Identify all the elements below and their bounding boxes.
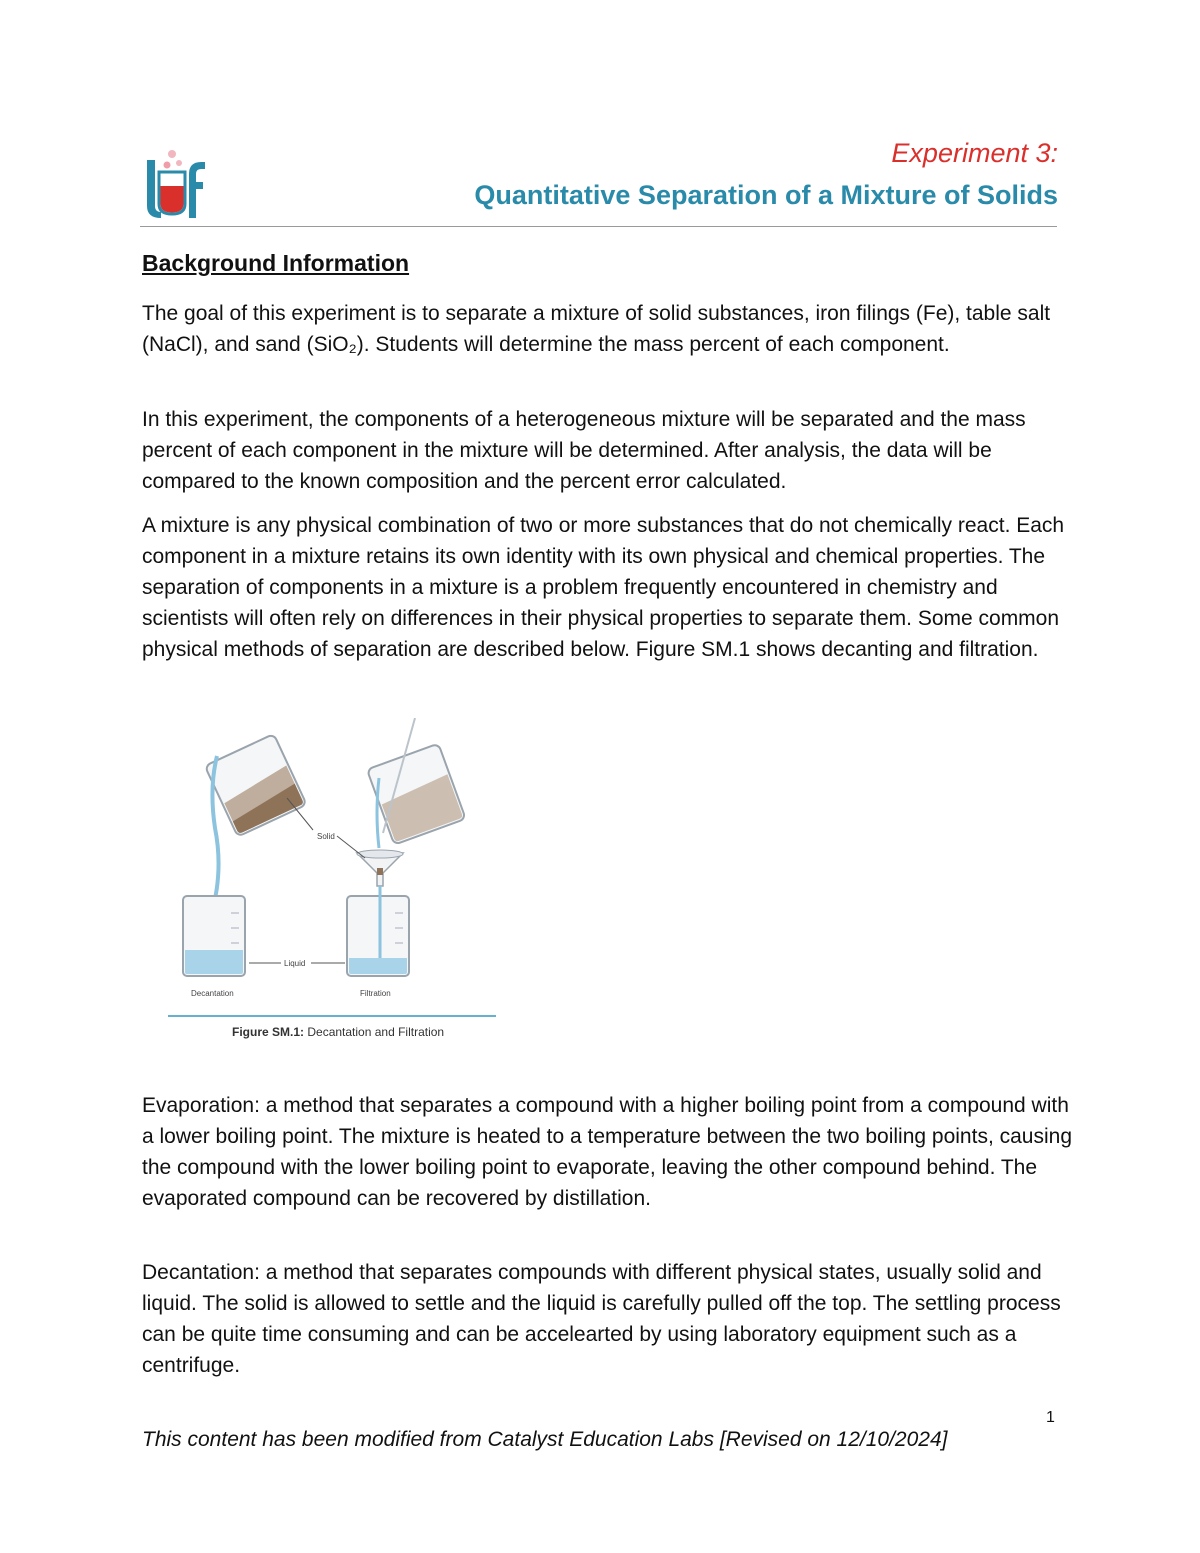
figure-label-solid: Solid [317,832,335,841]
paragraph-mixture: A mixture is any physical combination of two or more substances that do not chemically react. Each component in a mixture retains its own identity with its own physical and chemical properties. The separation of components in a mixture is a problem frequently encountered in chemistry and scientists will often rely on differences in their physical properties to separate them. Some common physical methods of separation are described below. Figure SM.1 shows decanting and filtration. [142,514,1065,661]
pouring-beaker-left [205,734,307,837]
pouring-beaker-right [367,744,466,845]
receiving-beaker-left [183,896,245,976]
figure-caption [232,1025,444,1039]
experiment-title: Quantitative Separation of a Mixture of Solids [474,180,1058,210]
decantation-filtration-figure [165,718,500,1048]
lab-beaker-logo-icon [143,148,207,220]
page-number: 1 [1046,1409,1055,1426]
receiving-beaker-right [347,886,409,976]
paragraph-overview: In this experiment, the components of a heterogeneous mixture will be separated and the mass percent of each component in the mixture will be determined. After analysis, the data will be compared to the known composition and the percent error calculated. [142,408,1026,493]
header-divider [140,226,1057,227]
section-heading: Background Information [142,250,410,276]
footer-note: This content has been modified from Catalyst Education Labs [Revised on 12/10/2024] [142,1428,948,1451]
paragraph-evaporation: Evaporation: a method that separates a compound with a higher boiling point from a compound with a lower boiling point. The mixture is heated to a temperature between the two boiling points, causing the compound with the lower boiling point to evaporate, leaving the other compound behind. The evaporated compound can be recovered by distillation. [142,1094,1072,1210]
figure-divider [168,1015,496,1017]
figure-label-decantation: Decantation [191,989,234,998]
figure-caption-label: Figure SM.1: [232,1025,305,1039]
paragraph-goal: The goal of this experiment is to separate a mixture of solid substances, iron filings (Fe), table salt (NaCl), and sand (SiO₂). Students will determine the mass percent of each component. [142,302,1051,356]
figure-label-filtration: Filtration [360,989,391,998]
figure-caption-text: Decantation and Filtration [304,1025,445,1039]
figure-label-liquid: Liquid [284,959,306,968]
experiment-label: Experiment 3: [891,138,1058,168]
paragraph-decantation: Decantation: a method that separates compounds with different physical states, usually solid and liquid. The solid is allowed to settle and the liquid is carefully pulled off the top. The settling process can be quite time consuming and can be accelearted by using laboratory equipment such as a centrifuge. [142,1261,1061,1377]
